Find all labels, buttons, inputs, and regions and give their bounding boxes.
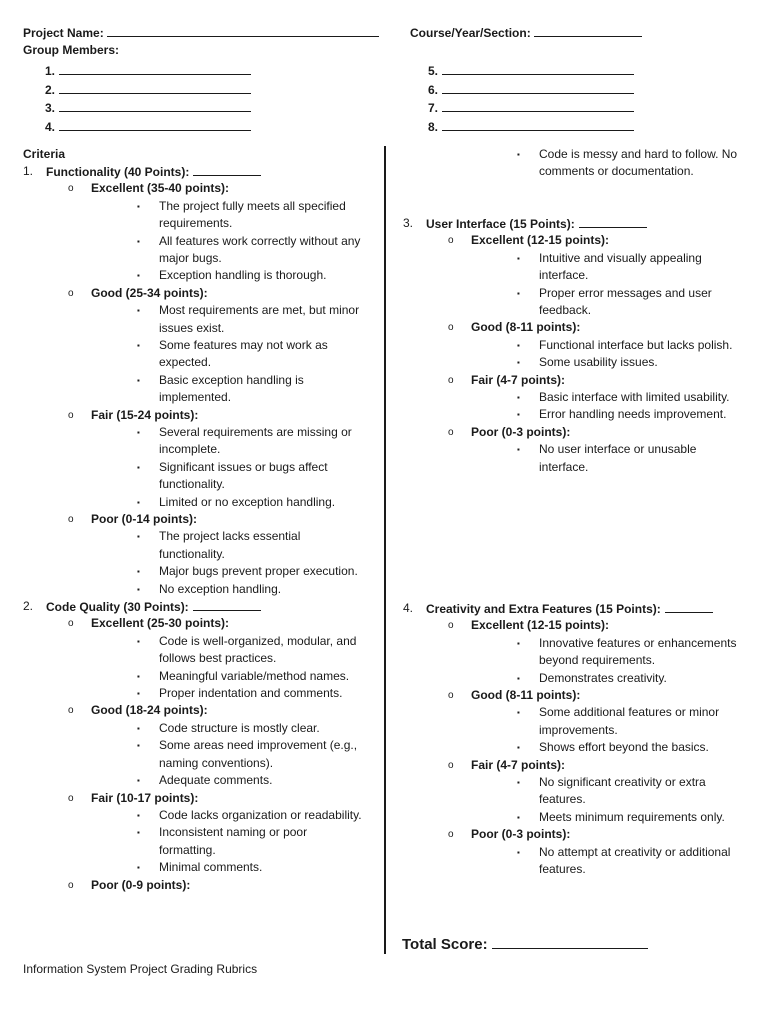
criterion-number: 4. (403, 601, 414, 615)
member-blank[interactable] (59, 62, 251, 75)
square-bullet-icon: ▪ (137, 306, 140, 316)
criteria-item-text: Minimal comments. (159, 860, 263, 875)
criteria-item (23, 372, 373, 407)
member-blank[interactable] (442, 62, 634, 75)
user-interface-section (403, 215, 753, 476)
level-heading (403, 424, 753, 441)
criteria-item-text: Basic interface with limited usability. (539, 390, 730, 404)
criterion-number: 3. (403, 216, 414, 230)
criteria-item (23, 424, 373, 459)
square-bullet-icon: ▪ (137, 375, 140, 385)
level-heading (23, 180, 373, 197)
level-title: Excellent (25-30 points): (91, 616, 230, 631)
total-score: Total Score: (402, 934, 648, 953)
square-bullet-icon: ▪ (517, 743, 520, 753)
member-row (428, 81, 634, 97)
criteria-item-text: Meets minimum requirements only. (539, 809, 725, 824)
member-blank[interactable] (59, 81, 251, 94)
criterion-number: 1. (23, 164, 34, 178)
footer-title: Information System Project Grading Rubrics (23, 962, 258, 976)
level-title: Fair (4-7 points): (471, 757, 566, 772)
level-title: Fair (4-7 points): (471, 372, 566, 387)
square-bullet-icon: ▪ (517, 445, 520, 455)
square-bullet-icon: ▪ (517, 253, 520, 263)
square-bullet-icon: ▪ (517, 778, 520, 787)
level-heading (23, 615, 373, 632)
square-bullet-icon: ▪ (517, 673, 520, 683)
square-bullet-icon: ▪ (137, 776, 140, 786)
member-row (428, 99, 634, 115)
square-bullet-icon: ▪ (517, 410, 520, 420)
criteria-item-text: No attempt at creativity or additional features. (539, 844, 731, 877)
member-number: 7. (428, 101, 439, 116)
criteria-item (403, 739, 753, 756)
member-row (45, 62, 251, 78)
criterion-score-blank[interactable] (193, 598, 261, 611)
criteria-item (23, 720, 373, 737)
circle-bullet-icon: o (448, 829, 454, 841)
square-bullet-icon: ▪ (137, 462, 140, 472)
member-blank[interactable] (442, 118, 634, 131)
level-heading (403, 232, 753, 249)
square-bullet-icon: ▪ (137, 810, 140, 820)
criteria-item-text: Most requirements are met, but minor issues exist. (159, 303, 360, 335)
criteria-item (23, 267, 373, 284)
level-heading (23, 407, 373, 424)
criteria-item (403, 389, 753, 406)
criteria-item-text: Some features may not work as expected. (159, 338, 328, 370)
criteria-item-text: Basic exception handling is implemented. (159, 372, 304, 405)
criterion-score-blank[interactable] (665, 600, 713, 613)
circle-bullet-icon: o (448, 426, 454, 438)
criteria-item (23, 302, 373, 337)
criteria-item (23, 494, 373, 511)
square-bullet-icon: ▪ (517, 638, 520, 648)
square-bullet-icon: ▪ (137, 428, 140, 438)
member-number: 1. (45, 64, 56, 78)
square-bullet-icon: ▪ (137, 271, 140, 281)
square-bullet-icon: ▪ (137, 497, 140, 507)
member-number: 2. (45, 82, 56, 97)
circle-bullet-icon: o (68, 705, 74, 717)
circle-bullet-icon: o (448, 374, 454, 386)
square-bullet-icon: ▪ (517, 288, 520, 298)
criterion-heading (403, 215, 753, 232)
criteria-item (403, 406, 753, 423)
criterion-title (426, 600, 713, 618)
criteria-label: Criteria (23, 147, 66, 161)
criteria-item (23, 685, 373, 702)
level-title: Good (25-34 points): (91, 285, 208, 300)
criteria-item-text: Limited or no exception handling. (159, 494, 336, 509)
total-score-blank[interactable] (492, 934, 648, 949)
square-bullet-icon: ▪ (137, 828, 140, 838)
circle-bullet-icon: o (448, 235, 454, 247)
right-column-continuation (403, 146, 753, 181)
square-bullet-icon: ▪ (517, 847, 520, 857)
square-bullet-icon: ▪ (137, 741, 140, 751)
square-bullet-icon: ▪ (137, 863, 140, 873)
criteria-item (23, 668, 373, 685)
member-row (428, 62, 634, 78)
criterion-score-blank[interactable] (193, 163, 261, 176)
criteria-item-text: Adequate comments. (159, 773, 273, 788)
criteria-item-text: Proper error messages and user feedback. (539, 285, 712, 317)
criteria-item-text: The project lacks essential functionality. (159, 529, 301, 561)
criteria-item-text: No user interface or unusable interface. (539, 442, 697, 474)
criteria-item (403, 844, 753, 879)
square-bullet-icon: ▪ (517, 340, 520, 350)
circle-bullet-icon: o (68, 287, 74, 299)
criterion-title-text: User Interface (15 Points): (426, 217, 575, 231)
criteria-item-text: No exception handling. (159, 581, 282, 596)
criteria-item (403, 774, 753, 809)
criteria-item (403, 337, 753, 354)
square-bullet-icon: ▪ (137, 636, 140, 646)
criteria-item-text: Exception handling is thorough. (159, 268, 327, 283)
level-heading (403, 826, 753, 843)
square-bullet-icon: ▪ (517, 150, 520, 159)
criterion-number: 2. (23, 599, 34, 614)
criteria-item-text: The project fully meets all specified requirements. (159, 198, 346, 231)
level-title: Excellent (12-15 points): (471, 233, 610, 248)
criteria-item-text: Code is well-organized, modular, and follows best practices. (159, 633, 357, 666)
criteria-item-text: Innovative features or enhancements beyond requirements. (539, 635, 737, 668)
criteria-item-text: Several requirements are missing or incomplete. (159, 425, 352, 457)
level-heading (403, 372, 753, 389)
level-heading (23, 877, 373, 894)
member-row (45, 118, 251, 134)
member-number: 3. (45, 101, 56, 116)
square-bullet-icon: ▪ (517, 708, 520, 718)
level-title: Excellent (35-40 points): (91, 181, 230, 196)
criteria-item (23, 459, 373, 494)
level-title: Good (8-11 points): (471, 688, 581, 702)
square-bullet-icon: ▪ (137, 567, 140, 577)
level-title: Fair (15-24 points): (91, 407, 199, 422)
level-heading (23, 511, 373, 528)
criteria-item (23, 528, 373, 563)
criteria-item (403, 441, 753, 476)
square-bullet-icon: ▪ (517, 358, 520, 368)
circle-bullet-icon: o (68, 792, 74, 804)
level-title: Poor (0-3 points): (471, 424, 571, 439)
circle-bullet-icon: o (68, 618, 74, 630)
criteria-item-text: Significant issues or bugs affect functionality. (159, 459, 328, 492)
criterion-title-text: Code Quality (30 Points): (46, 600, 189, 615)
criteria-item (23, 233, 373, 268)
criterion-title (426, 215, 647, 233)
criteria-item-text: Meaningful variable/method names. (159, 668, 350, 683)
project-name-label: Project Name: (23, 24, 379, 40)
level-title: Poor (0-3 points): (471, 827, 571, 842)
column-divider (384, 146, 386, 954)
square-bullet-icon: ▪ (137, 689, 140, 699)
level-heading (23, 285, 373, 302)
circle-bullet-icon: o (68, 879, 74, 891)
criteria-item-text: Shows effort beyond the basics. (539, 740, 709, 755)
criteria-item (403, 146, 753, 181)
criteria-item (23, 807, 373, 824)
criteria-item-text: Code structure is mostly clear. (159, 720, 320, 735)
criterion-heading (403, 600, 753, 617)
square-bullet-icon: ▪ (137, 236, 140, 246)
member-blank[interactable] (59, 118, 251, 131)
level-title: Fair (10-17 points): (91, 790, 199, 805)
level-heading (23, 790, 373, 807)
criteria-item-text: No significant creativity or extra features. (539, 775, 706, 807)
member-number: 6. (428, 82, 439, 97)
member-number: 8. (428, 119, 439, 134)
criteria-item-text: Major bugs prevent proper execution. (159, 564, 358, 579)
criteria-item-text: Intuitive and visually appealing interface. (539, 250, 702, 283)
criteria-item (23, 824, 373, 859)
criteria-item (23, 737, 373, 772)
course-blank[interactable] (534, 24, 642, 37)
member-blank[interactable] (442, 81, 634, 94)
square-bullet-icon: ▪ (137, 341, 140, 351)
criteria-item (23, 581, 373, 598)
criteria-item-text: Some areas need improvement (e.g., naming conventions). (159, 738, 358, 770)
level-heading (23, 702, 373, 719)
circle-bullet-icon: o (448, 322, 454, 334)
criteria-item-text: Some additional features or minor improvements. (539, 705, 720, 737)
criteria-item-text: Proper indentation and comments. (159, 686, 343, 701)
member-blank[interactable] (59, 99, 251, 112)
criteria-item (403, 635, 753, 670)
level-title: Good (8-11 points): (471, 320, 581, 335)
member-blank[interactable] (442, 99, 634, 112)
criteria-item-text: Code is messy and hard to follow. No comments or documentation. (539, 147, 738, 179)
criteria-item (23, 337, 373, 372)
criteria-item-text: Inconsistent naming or poor formatting. (159, 825, 308, 857)
criteria-item (403, 354, 753, 371)
criteria-item (403, 670, 753, 687)
level-heading (403, 617, 753, 634)
criteria-item (23, 633, 373, 668)
criteria-item-text: Demonstrates creativity. (539, 670, 667, 685)
criteria-item-text: Some usability issues. (539, 355, 658, 370)
criterion-title (46, 163, 261, 181)
criteria-item (23, 859, 373, 876)
square-bullet-icon: ▪ (137, 532, 140, 542)
criteria-item (23, 563, 373, 580)
criterion-title-text: Creativity and Extra Features (15 Points): (426, 602, 661, 616)
member-number: 5. (428, 64, 439, 78)
level-title: Poor (0-14 points): (91, 512, 198, 527)
criteria-item-text: Error handling needs improvement. (539, 407, 727, 422)
criteria-item-text: All features work correctly without any major bugs. (159, 233, 361, 265)
criteria-item (403, 285, 753, 320)
criteria-item-text: Functional interface but lacks polish. (539, 337, 733, 352)
square-bullet-icon: ▪ (137, 584, 140, 594)
criteria-item (403, 250, 753, 285)
criteria-item-text: Code lacks organization or readability. (159, 807, 362, 822)
level-title: Good (18-24 points): (91, 703, 208, 718)
circle-bullet-icon: o (68, 514, 74, 526)
criterion-title (46, 598, 261, 616)
circle-bullet-icon: o (448, 620, 454, 632)
criterion-title-text: Functionality (40 Points): (46, 165, 190, 179)
level-heading (403, 319, 753, 336)
square-bullet-icon: ▪ (137, 723, 140, 733)
circle-bullet-icon: o (448, 759, 454, 771)
criteria-item (23, 772, 373, 789)
level-heading (403, 757, 753, 774)
square-bullet-icon: ▪ (517, 393, 520, 402)
creativity-section (403, 600, 753, 878)
group-members-label: Group Members: (23, 43, 120, 57)
criteria-item (403, 704, 753, 739)
left-column (23, 163, 373, 894)
member-row (428, 118, 634, 134)
criterion-score-blank[interactable] (579, 215, 647, 228)
level-heading (403, 687, 753, 704)
criterion-heading (23, 163, 373, 180)
course-label: Course/Year/Section: (410, 24, 642, 40)
square-bullet-icon: ▪ (517, 812, 520, 822)
criteria-item (403, 809, 753, 826)
level-title: Poor (0-9 points): (91, 877, 191, 892)
circle-bullet-icon: o (448, 690, 454, 701)
level-title: Excellent (12-15 points): (471, 618, 610, 633)
criterion-heading (23, 598, 373, 615)
member-number: 4. (45, 119, 56, 134)
circle-bullet-icon: o (68, 183, 74, 195)
criteria-item (23, 198, 373, 233)
square-bullet-icon: ▪ (137, 671, 140, 681)
project-name-blank[interactable] (107, 24, 379, 37)
circle-bullet-icon: o (68, 409, 74, 421)
square-bullet-icon: ▪ (137, 201, 140, 211)
member-row (45, 81, 251, 97)
member-row (45, 99, 251, 115)
